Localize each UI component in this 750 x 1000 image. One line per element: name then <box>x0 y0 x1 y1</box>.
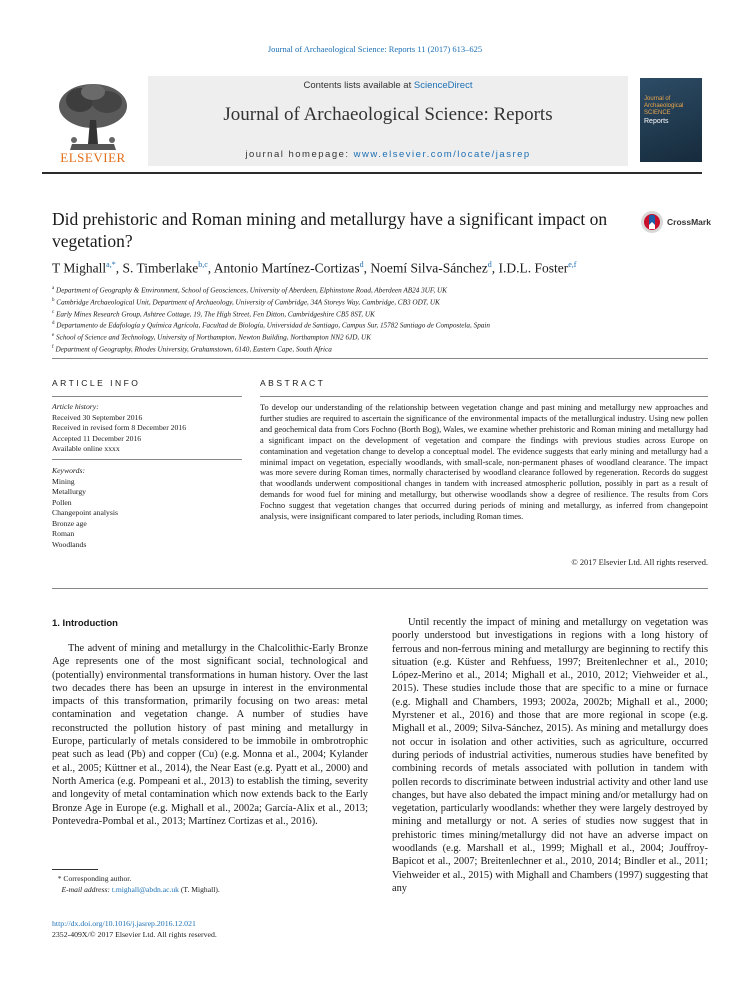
affiliation: $^a$ Department of Geography & Environment, School of Geosciences, University of Aberdeen, Elphinstone Road, Aberdeen AB24 3UF, UK <box>52 286 447 295</box>
author-name[interactable]: Noemí Silva-Sánchez <box>370 260 488 276</box>
contents-line <box>148 80 628 91</box>
publisher-logo-text: ELSEVIER <box>60 150 126 165</box>
keyword-list <box>52 466 242 550</box>
keyword: Roman <box>52 529 75 538</box>
history-item: Accepted 11 December 2016 <box>52 433 142 443</box>
keyword: Mining <box>52 476 75 486</box>
keyword: Woodlands <box>52 539 87 549</box>
affiliation: $^f$ Department of Geography, Rhodes University, Grahamstown, 6140, Eastern Cape, South Africa <box>52 344 332 354</box>
tree-icon <box>52 80 134 152</box>
history-item: Available online xxxx <box>52 444 120 453</box>
keyword: Metallurgy <box>52 487 87 496</box>
journal-cover[interactable] <box>640 78 702 162</box>
homepage-line <box>148 149 628 160</box>
body-paragraph: Until recently the impact of mining and metallurgy on vegetation was poorly understood but investigations in regions with a long history of ferrous and non-ferrous mining and metallurgy are beginning to rectify this situation (e.g. Küster and Rehfuess, 1997; Breitenlechner et al., 2010; López-Merino et al., 2014; Mighall et al., 2010, 2012; Viehweider et al., 2015). These studies include those that are specific to a mine or furnace (e.g. Mighall and Chambers, 1993; 2002a, 2002b; Mighall et al., 2000; Myrstener et al., 2016) and those that are more regional in scope (e.g. Mighall et al., 2009; Silva-Sánchez, 2015). As mining and metallurgy does not occur in isolation and other activities, such as agriculture, occurred during periods of industrial activities, numerous studies have benefited by combining records of metals associated with pollution in tandem with pollen records to discriminate between industrial activity and other land use changes, but have also debated the impact mining and/or metallurgy had on vegetation, particularly woodlands: whether they were largely destroyed by mining and metallurgy or not. A series of studies now suggest that in prehistoric times mining/metallurgy did not have an adverse impact on woodlands (e.g. Marshall et al., 1999; Mighall et al., 2004; Jouffroy-Bapicot et al., 2007; Breitenlechner et al., 2010, 2014; Bindler et al., 2011; Viehweider et al., 2015) with Mighall and Chambers (1997) suggesting that any <box>392 617 708 894</box>
elsevier-logo[interactable] <box>52 80 134 166</box>
author-name[interactable]: S. Timberlake <box>122 260 199 276</box>
author-list: T Mighall$^{a,*}$, S. Timberlake$^{b,c}$, Antonio Martínez-Cortizas$^d$, Noemí Silva-Sánchez$^d$, I.D.L. Foster$^{e,f}$ <box>52 260 577 276</box>
keyword: Changepoint analysis <box>52 508 118 517</box>
history-item: Received in revised form 8 December 2016 <box>52 423 187 432</box>
abstract-heading: ABSTRACT <box>260 378 326 388</box>
article-title: Did prehistoric and Roman mining and metallurgy have a significant impact on vegetation? <box>52 209 608 251</box>
author-affil[interactable]: a,* <box>106 260 116 269</box>
cover-title: Journal of Archaeological SCIENCE <box>644 96 684 116</box>
affiliation: $^c$ Early Mines Research Group, Ashtree Cottage, 19, The High Street, Fen Ditton, Cambridgeshire CB5 8ST, UK <box>52 309 375 318</box>
masthead <box>148 76 628 166</box>
journal-banner <box>42 76 702 174</box>
sciencedirect-link[interactable]: ScienceDirect <box>413 80 473 91</box>
corresponding-author-note: * Corresponding author. <box>52 874 132 883</box>
affiliation: $^e$ School of Science and Technology, University of Northampton, Newton Building, Northampton NN2 6JD, UK <box>52 333 371 342</box>
history-item: Received 30 September 2016 <box>52 412 143 422</box>
divider <box>52 358 708 359</box>
divider <box>52 396 242 397</box>
journal-citation[interactable]: Journal of Archaeological Science: Reports 11 (2017) 613–625 <box>267 44 483 54</box>
author-affil[interactable]: d <box>359 260 364 269</box>
author-affil[interactable]: e,f <box>568 260 577 269</box>
divider <box>260 396 708 397</box>
author-affil[interactable]: b,c <box>198 260 208 269</box>
email-link[interactable]: t.mighall@abdn.ac.uk <box>111 885 179 894</box>
affiliation: $^d$ Departamento de Edafología y Química Agrícola, Facultad de Biología, Universidad de Santiago, Campus Sur, 15782 Santiago de Compostela, Spain <box>52 321 490 330</box>
article-history <box>52 402 242 455</box>
homepage-link[interactable]: www.elsevier.com/locate/jasrep <box>353 149 531 160</box>
doi-link[interactable]: http://dx.doi.org/10.1016/j.jasrep.2016.12.021 <box>52 919 196 928</box>
author-name[interactable]: T Mighall <box>52 260 107 276</box>
cover-subtitle: Reports <box>644 118 669 125</box>
email-line: E-mail address: t.mighall@abdn.ac.uk (T. Mighall). <box>61 885 220 894</box>
divider <box>52 588 708 589</box>
author-name[interactable]: I.D.L. Foster <box>498 260 569 276</box>
crossmark-button[interactable] <box>640 210 710 234</box>
footnote <box>52 873 372 895</box>
issn-line: 2352-409X/© 2017 Elsevier Ltd. All rights reserved. <box>52 930 217 939</box>
affiliation-list <box>52 284 712 355</box>
keywords-label: Keywords: <box>52 466 86 475</box>
journal-name: Journal of Archaeological Science: Reports <box>223 104 553 125</box>
section-heading: 1. Introduction <box>52 618 118 629</box>
crossmark-label: CrossMark <box>667 217 711 227</box>
crossmark-icon <box>640 210 664 234</box>
keyword: Pollen <box>52 497 72 507</box>
history-label: Article history: <box>52 402 99 411</box>
article-info-heading: ARTICLE INFO <box>52 378 141 388</box>
footnote-rule <box>52 869 98 870</box>
abstract-copyright: © 2017 Elsevier Ltd. All rights reserved. <box>571 558 708 567</box>
body-paragraph: The advent of mining and metallurgy in the Chalcolithic-Early Bronze Age represents one of the most significant social, technological and (potentially) environmental transformations in human history. Over the last two decades there has been an upsurge in interest in the environmental impacts of this transformation, primarily focusing on two areas: metal contamination and vegetation change. A number of studies have reconstructed the pollution history of past mining and metallurgy in Europe, particularly of metals considered to be immobile in ombrotrophic peat such as lead (Pb) and copper (Cu) (e.g. Monna et al., 2004; Kylander et al., 2005; Küttner et al., 2014), the Near East (e.g. Pyatt et al., 2000) and North America (e.g. Pompeani et al., 2013) to establish the timing, severity and longevity of metal contamination which now extends back to the Early Bronze Age in Europe (e.g. Mighall et al., 2002a; García-Alix et al., 2013; Pontevedra-Pombal et al., 2013; Martínez Cortizas et al., 2016). <box>52 643 368 827</box>
author-affil[interactable]: d <box>487 260 492 269</box>
divider <box>52 459 242 460</box>
abstract-text: To develop our understanding of the relationship between vegetation change and past mining and metallurgy new approaches and further studies are required to ascertain the significance of the environmental impacts of the metallurgical industry. Using new pollen and geochemical data from Cors Fochno (Borth Bog), Wales, we examine whether prehistoric and Roman mining and metallurgy had a significant impact on the development of vegetation and compare the findings with previous studies across Europe on contamination and vegetation change to develop a conceptual model. The evidence suggests that early mining and metallurgy had a minimal impact on vegetation, especially woodlands, with small-scale, non-permanent phases of woodland clearance. The impact was more severe during Roman times, normally characterised by woodland clearance followed by regeneration. Records do suggest that woodlands underwent compositional changes in tandem with increased atmospheric pollution, possibly in part as a result of demands for wood fuel for mining and metallurgy, but otherwise woodlands show a degree of resilience. The results from Cors Fochno suggest that vegetation changes that occurred during periods of mining and metallurgy, as inferred from changepoint analysis, were insignificant compared to later periods, including Roman times. <box>260 403 708 522</box>
keyword: Bronze age <box>52 518 87 528</box>
homepage-prefix: journal homepage: <box>245 149 350 160</box>
contents-prefix: Contents lists available at <box>303 80 412 91</box>
affiliation: $^b$ Cambridge Archaeological Unit, Department of Archaeology, University of Cambridge, 34A Storeys Way, Cambridge, CB3 ODT, UK <box>52 297 440 307</box>
author-name[interactable]: Antonio Martínez-Cortizas <box>213 260 360 276</box>
